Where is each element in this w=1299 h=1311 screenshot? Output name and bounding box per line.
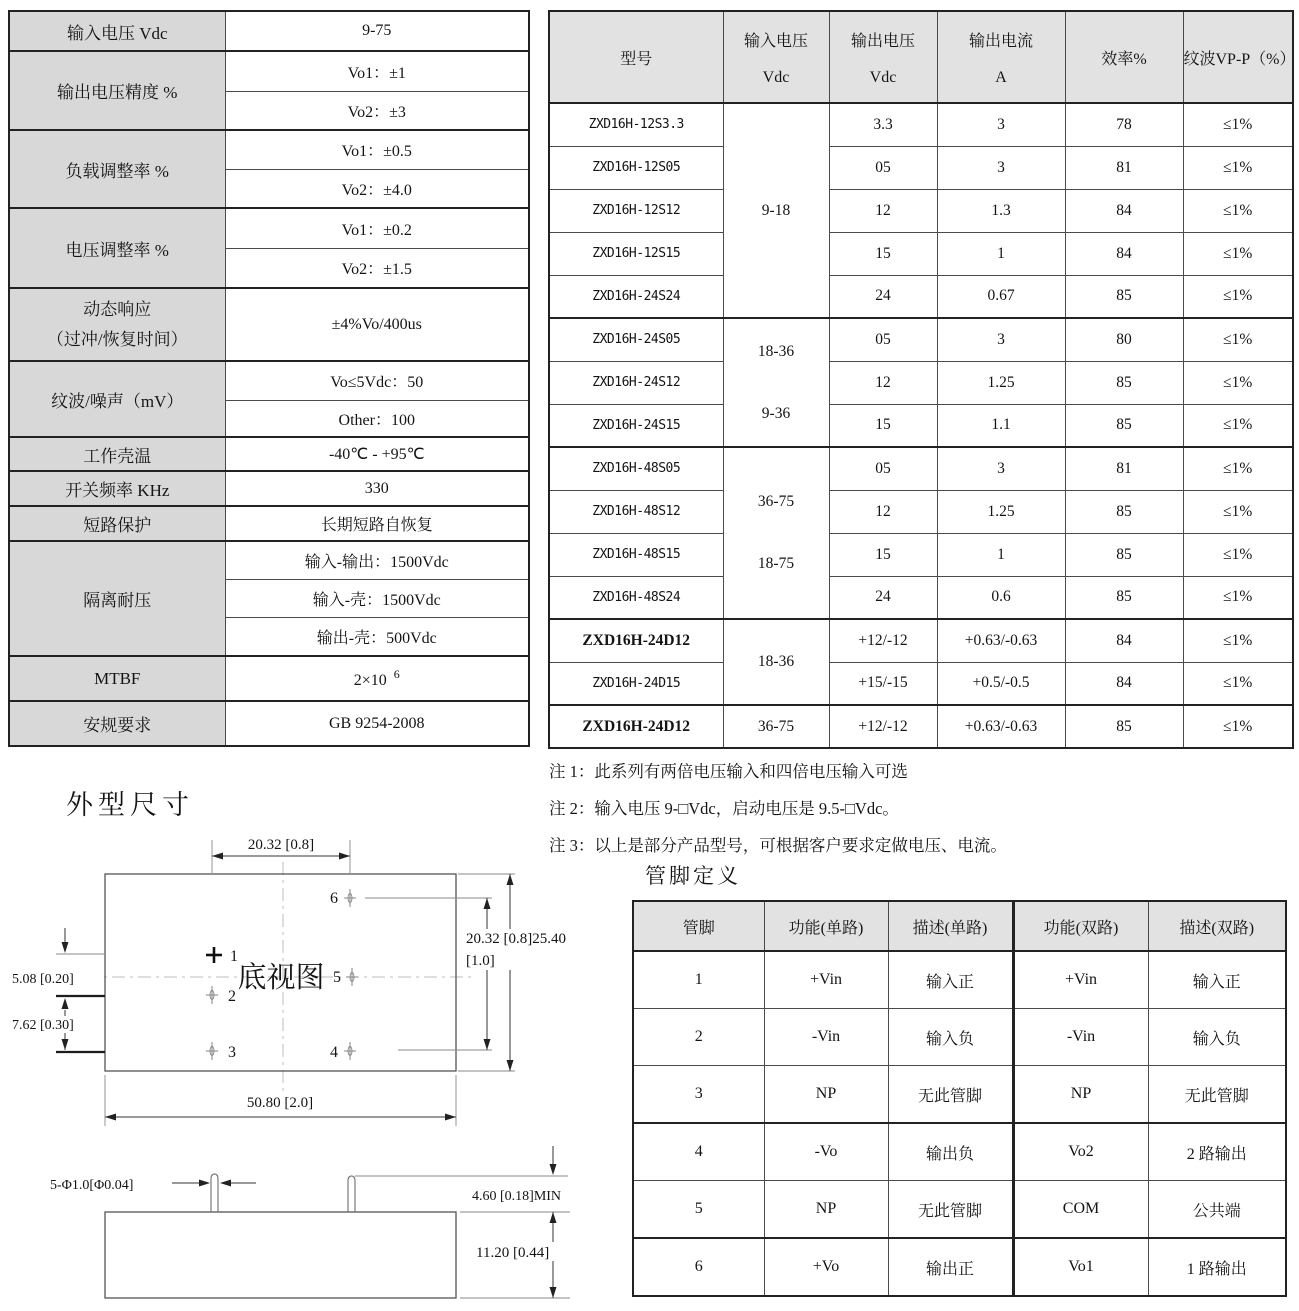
spec-label: MTBF [9, 656, 225, 701]
spec-label: 输入电压 Vdc [9, 11, 225, 51]
model-cell: ZXD16H-24D15 [549, 662, 723, 705]
eff-cell: 85 [1065, 533, 1183, 576]
ripple-cell: ≤1% [1183, 232, 1293, 275]
iout-cell: 1.25 [937, 361, 1065, 404]
spec-label: 短路保护 [9, 506, 225, 541]
spec-label: 输出电压精度 % [9, 51, 225, 130]
pin-cell: -Vin [1013, 1009, 1148, 1066]
vout-cell: 15 [829, 404, 937, 447]
ripple-cell: ≤1% [1183, 146, 1293, 189]
eff-cell: 85 [1065, 705, 1183, 748]
spec-label: 负载调整率 % [9, 130, 225, 208]
col-header-ripple: 纹波VP-P（%） [1183, 11, 1293, 103]
pin-label-2: 2 [228, 988, 236, 1005]
pin-cell: +Vo [764, 1238, 888, 1296]
ripple-cell: ≤1% [1183, 447, 1293, 490]
pin-marker-6 [344, 889, 356, 907]
pin-label-5: 5 [333, 969, 341, 986]
pin-cell: Vo2 [1013, 1123, 1148, 1181]
pin-marker-5 [346, 968, 358, 986]
side-view-outline [105, 1212, 456, 1298]
ripple-cell: ≤1% [1183, 318, 1293, 361]
vout-cell: 12 [829, 490, 937, 533]
iout-cell: 1.3 [937, 189, 1065, 232]
spec-label: 工作壳温 [9, 437, 225, 471]
pin-cell: 输入正 [1148, 951, 1286, 1009]
ripple-cell: ≤1% [1183, 662, 1293, 705]
model-cell: ZXD16H-48S05 [549, 447, 723, 490]
pin-cell: 无此管脚 [888, 1181, 1013, 1239]
note-3: 注 3：以上是部分产品型号，可根据客户要求定做电压、电流。 [549, 836, 1007, 855]
spec-value: 330 [225, 471, 529, 506]
input-voltage-cell: 18-36 [723, 619, 829, 705]
spec-value: 输出-壳：500Vdc [225, 617, 529, 656]
pin-cell: 输出负 [888, 1123, 1013, 1181]
outline-drawing [0, 830, 620, 1311]
ripple-cell: ≤1% [1183, 361, 1293, 404]
iout-cell: 0.67 [937, 275, 1065, 318]
model-cell: ZXD16H-24S12 [549, 361, 723, 404]
note-2: 注 2：输入电压 9-□Vdc，启动电压是 9.5-□Vdc。 [549, 799, 899, 818]
pin-cell: 输入正 [888, 951, 1013, 1009]
spec-value: Vo1：±0.5 [225, 130, 529, 169]
vout-cell: 24 [829, 275, 937, 318]
col-header-eff: 效率% [1065, 11, 1183, 103]
spec-value: -40℃ - +95℃ [225, 437, 529, 471]
model-table [548, 10, 1294, 749]
dim-right-line2: [1.0] [466, 953, 495, 969]
pin-marker-1 [206, 947, 222, 963]
vout-cell: 05 [829, 146, 937, 189]
vout-cell: 05 [829, 447, 937, 490]
vout-cell: 12 [829, 189, 937, 232]
iout-cell: 1 [937, 533, 1065, 576]
pin-cell: 4 [633, 1123, 764, 1181]
pin-label-6: 6 [330, 890, 338, 907]
eff-cell: 80 [1065, 318, 1183, 361]
outline-dimensions-title: 外型尺寸 [66, 790, 194, 820]
model-cell: ZXD16H-24S05 [549, 318, 723, 361]
pin-marker-4 [344, 1042, 356, 1060]
model-cell: ZXD16H-12S05 [549, 146, 723, 189]
pin-cell: 2 [633, 1009, 764, 1066]
pin-cell: NP [1013, 1066, 1148, 1124]
ripple-cell: ≤1% [1183, 404, 1293, 447]
eff-cell: 81 [1065, 146, 1183, 189]
eff-cell: 85 [1065, 361, 1183, 404]
eff-cell: 84 [1065, 662, 1183, 705]
pin-label-3: 3 [228, 1044, 236, 1061]
input-voltage-cell: 36-75 18-75 [723, 447, 829, 619]
ripple-cell: ≤1% [1183, 576, 1293, 619]
pin-label-1: 1 [230, 948, 238, 965]
iout-cell: 3 [937, 447, 1065, 490]
pin-col-header: 功能(双路) [1013, 901, 1148, 951]
pin-cell: NP [764, 1181, 888, 1239]
pin-cell: 5 [633, 1181, 764, 1239]
spec-value: 2×10 $^6$ [225, 656, 529, 701]
spec-table-section [8, 10, 530, 747]
ripple-cell: ≤1% [1183, 490, 1293, 533]
pin-cell: 输入负 [888, 1009, 1013, 1066]
iout-cell: 1.25 [937, 490, 1065, 533]
iout-cell: +0.63/-0.63 [937, 619, 1065, 662]
vout-cell: +15/-15 [829, 662, 937, 705]
spec-label: 安规要求 [9, 701, 225, 746]
spec-value: 输入-壳：1500Vdc [225, 579, 529, 617]
note-1: 注 1：此系列有两倍电压输入和四倍电压输入可选 [549, 762, 908, 781]
vout-cell: 15 [829, 232, 937, 275]
spec-value: GB 9254-2008 [225, 701, 529, 746]
model-cell: ZXD16H-24D12 [549, 619, 723, 662]
vout-cell: +12/-12 [829, 705, 937, 748]
spec-label: 开关频率 KHz [9, 471, 225, 506]
vout-cell: 15 [829, 533, 937, 576]
eff-cell: 84 [1065, 189, 1183, 232]
input-voltage-cell: 9-18 [723, 103, 829, 318]
eff-cell: 78 [1065, 103, 1183, 146]
model-cell: ZXD16H-12S3.3 [549, 103, 723, 146]
dim-left-7-62: 7.62 [0.30] [12, 1018, 74, 1033]
iout-cell: +0.5/-0.5 [937, 662, 1065, 705]
pin-col-header: 功能(单路) [764, 901, 888, 951]
vout-cell: 05 [829, 318, 937, 361]
pin-col-header: 描述(单路) [888, 901, 1013, 951]
dim-pin-diameter: 5-Φ1.0[Φ0.04] [50, 1178, 134, 1193]
side-pin-left [211, 1174, 218, 1212]
pin-cell: +Vin [1013, 951, 1148, 1009]
iout-cell: 3 [937, 146, 1065, 189]
model-cell: ZXD16H-24D12 [549, 705, 723, 748]
col-header-model: 型号 [549, 11, 723, 103]
spec-value: ±4%Vo/400us [225, 288, 529, 361]
iout-cell: 0.6 [937, 576, 1065, 619]
spec-value: 输入-输出：1500Vdc [225, 541, 529, 579]
ripple-cell: ≤1% [1183, 619, 1293, 662]
pin-definition-title: 管脚定义 [645, 864, 741, 888]
spec-label: 电压调整率 % [9, 208, 225, 288]
eff-cell: 85 [1065, 490, 1183, 533]
col-header-iout: 输出电流 A [937, 11, 1065, 103]
pin-cell: -Vo [764, 1123, 888, 1181]
pin-cell: 公共端 [1148, 1181, 1286, 1239]
iout-cell: 3 [937, 103, 1065, 146]
pin-marker-2 [206, 986, 218, 1004]
notes [549, 762, 1289, 873]
ripple-cell: ≤1% [1183, 189, 1293, 232]
dim-left-5-08: 5.08 [0.20] [12, 972, 74, 987]
model-cell: ZXD16H-12S15 [549, 232, 723, 275]
iout-cell: +0.63/-0.63 [937, 705, 1065, 748]
spec-value: Vo2：±4.0 [225, 169, 529, 208]
vout-cell: 12 [829, 361, 937, 404]
eff-cell: 84 [1065, 619, 1183, 662]
spec-value: 长期短路自恢复 [225, 506, 529, 541]
pin-cell: 输出正 [888, 1238, 1013, 1296]
dim-body-width: 50.80 [2.0] [246, 1095, 314, 1111]
dim-right-line1: 20.32 [0.8]25.40 [466, 931, 566, 947]
model-cell: ZXD16H-12S12 [549, 189, 723, 232]
pin-cell: 输入负 [1148, 1009, 1286, 1066]
pin-cell: -Vin [764, 1009, 888, 1066]
ripple-cell: ≤1% [1183, 275, 1293, 318]
pin-cell: COM [1013, 1181, 1148, 1239]
dim-pin-length-min: 4.60 [0.18]MIN [472, 1189, 562, 1204]
pin-cell: 无此管脚 [1148, 1066, 1286, 1124]
ripple-cell: ≤1% [1183, 103, 1293, 146]
model-cell: ZXD16H-24S24 [549, 275, 723, 318]
spec-label: 动态响应 （过冲/恢复时间） [9, 288, 225, 361]
pin-cell: +Vin [764, 951, 888, 1009]
pin-table [632, 900, 1287, 1297]
input-voltage-cell: 36-75 [723, 705, 829, 748]
vout-cell: 24 [829, 576, 937, 619]
spec-label: 纹波/噪声（mV） [9, 361, 225, 437]
input-voltage-cell: 18-36 9-36 [723, 318, 829, 447]
model-cell: ZXD16H-24S15 [549, 404, 723, 447]
ripple-cell: ≤1% [1183, 533, 1293, 576]
eff-cell: 85 [1065, 275, 1183, 318]
spec-value: Vo2：±3 [225, 91, 529, 130]
pin-cell: 1 路输出 [1148, 1238, 1286, 1296]
spec-label: 隔离耐压 [9, 541, 225, 656]
pin-cell: 6 [633, 1238, 764, 1296]
spec-value: 9-75 [225, 11, 529, 51]
eff-cell: 81 [1065, 447, 1183, 490]
pin-col-header: 描述(双路) [1148, 901, 1286, 951]
side-pin-right [348, 1176, 355, 1212]
col-header-vout: 输出电压 Vdc [829, 11, 937, 103]
vout-cell: 3.3 [829, 103, 937, 146]
spec-table [8, 10, 530, 747]
pin-table-section [632, 900, 1287, 1297]
spec-value: Vo1：±0.2 [225, 208, 529, 248]
iout-cell: 3 [937, 318, 1065, 361]
spec-value: Vo≤5Vdc：50 [225, 361, 529, 400]
col-header-vin: 输入电压 Vdc [723, 11, 829, 103]
spec-value: Other：100 [225, 400, 529, 437]
eff-cell: 85 [1065, 576, 1183, 619]
pin-cell: 无此管脚 [888, 1066, 1013, 1124]
pin-cell: 2 路输出 [1148, 1123, 1286, 1181]
iout-cell: 1 [937, 232, 1065, 275]
pin-cell: NP [764, 1066, 888, 1124]
model-cell: ZXD16H-48S24 [549, 576, 723, 619]
bottom-view-label: 底视图 [237, 962, 325, 994]
pin-col-header: 管脚 [633, 901, 764, 951]
spec-value: Vo2：±1.5 [225, 248, 529, 288]
ripple-cell: ≤1% [1183, 705, 1293, 748]
dim-pin-span-top: 20.32 [0.8] [247, 837, 315, 853]
eff-cell: 85 [1065, 404, 1183, 447]
model-table-section [548, 10, 1294, 749]
pin-marker-3 [206, 1042, 218, 1060]
model-cell: ZXD16H-48S12 [549, 490, 723, 533]
pin-cell: Vo1 [1013, 1238, 1148, 1296]
dim-case-height: 11.20 [0.44] [476, 1245, 550, 1261]
vout-cell: +12/-12 [829, 619, 937, 662]
pin-label-4: 4 [330, 1044, 338, 1061]
iout-cell: 1.1 [937, 404, 1065, 447]
pin-cell: 1 [633, 951, 764, 1009]
pin-cell: 3 [633, 1066, 764, 1124]
model-cell: ZXD16H-48S15 [549, 533, 723, 576]
spec-value: Vo1：±1 [225, 51, 529, 91]
eff-cell: 84 [1065, 232, 1183, 275]
